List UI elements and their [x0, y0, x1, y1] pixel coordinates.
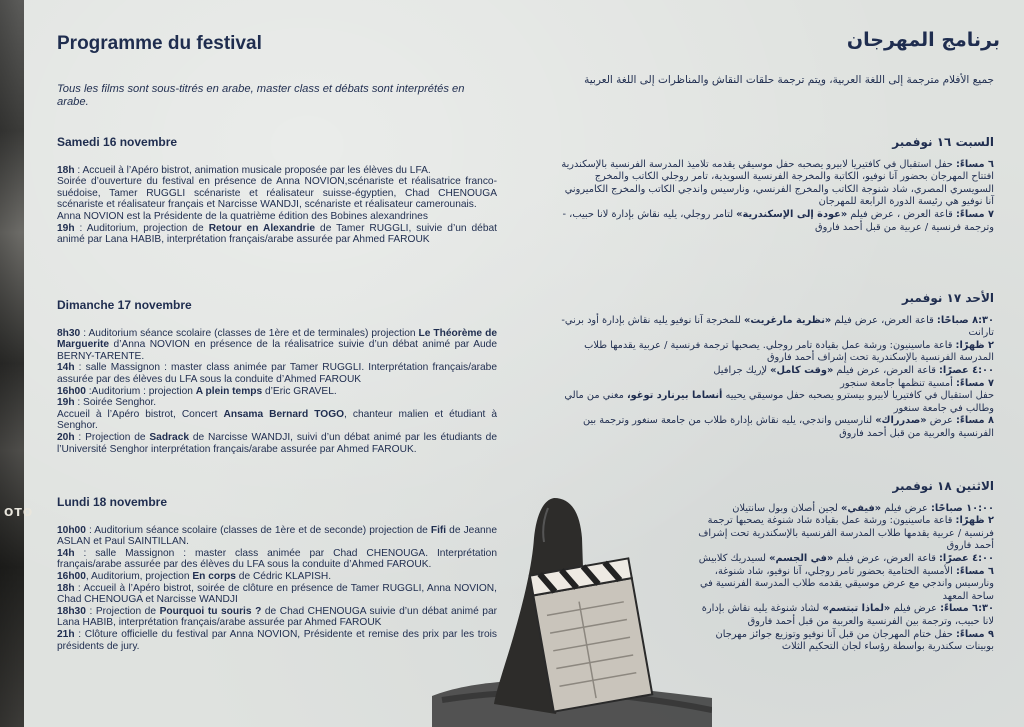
event-text: آنا نوفيو هي رئيسة الدورة الرابعة للمهرجان [818, 196, 994, 208]
event-text: de Jeanne ASLAN et Paul SAINTILLAN. [57, 524, 497, 548]
time: 14h [57, 362, 75, 374]
event-text: حفل استقبال في كافتيريا لابيرو بيسترو يصحبه حفل موسيقي يحييه [722, 390, 994, 402]
event-text: لنارسيس واندجي، يليه نقاش بإدارة طلاب من جامعة سنغور وترجمة بين الفرنسية والعربية من قبل أحمد فاروق [582, 415, 994, 439]
event-text: : Auditorium, projection de [74, 222, 209, 234]
day-program [549, 315, 994, 441]
day-heading: Samedi 16 novembre [57, 135, 178, 149]
event-text: قاعة ماسينيون: ورشة عمل بقيادة تامر روجلي. يصحبها ترجمة فرنسية / عربية يقدمها طلاب المدرسة الفرنسية بالإسكندرية تحت إشراف أحمد فاروق [584, 339, 994, 364]
time: 20h [57, 431, 75, 443]
event-text: de Chad CHENOUGA suivie d’un débat animé par Lana HABIB, interprétation français/arabe assurée par Ahmed FAROUK [57, 605, 498, 629]
photo-strip [0, 0, 34, 727]
time: 18h [57, 164, 75, 176]
time: 8h30 [57, 327, 81, 339]
film-title: A plein temps [195, 385, 263, 397]
event-text: , chanteur malien et étudiant à Senghor. [57, 408, 497, 432]
event-text: :Auditorium : projection [85, 385, 196, 397]
event-text: : Clôture officielle du festival par Anna NOVION, Présidente et remise des prix par les trois présidents de jury. [57, 628, 497, 652]
event-text: الأمسية الختامية بحضور تامر روجلي، آنا نوفيو، شاد شنوغة، ونارسيس واندجي مع عرض موسيقي يقدمه طلاب المدرسة الفرنسية في ساحة المعهد [699, 565, 994, 602]
clapper-body [533, 578, 652, 712]
event-text: : Auditorium séance scolaire (classes de 1ère et de seconde) projection de [85, 524, 431, 536]
time: ٢ ظهرًا: [955, 515, 994, 527]
event-text: : Projection de [85, 605, 160, 617]
time: ٨ مساءً: [955, 415, 994, 427]
time: 14h [57, 547, 75, 559]
time: 19h [57, 397, 75, 409]
day-heading: الاثنين ١٨ نوفمبر [892, 479, 994, 493]
time: ٤:٠٠ عصرًا: [939, 364, 994, 376]
event-text: Anna NOVION est la Présidente de la quatrième édition des Bobines alexandrines [57, 210, 428, 222]
day-sunday-ar [549, 292, 994, 441]
event-text: لجين أصلان وبول سانتيلان [732, 502, 842, 514]
time: 16h00 [57, 570, 86, 582]
day-heading: Dimanche 17 novembre [57, 298, 192, 312]
event-text: عرض فيلم [881, 502, 931, 514]
day-program [694, 503, 994, 654]
time: ٧ مساءً: [955, 208, 994, 220]
film-title: Le Théorème de Marguerite [57, 327, 497, 351]
time: 18h [57, 582, 75, 594]
french-intro: Tous les films sont sous-titrés en arabe, master class et débats sont interprétés en arabe. [57, 83, 465, 108]
day-sunday-fr [57, 300, 497, 455]
event-text: لتامر روجلي، يليه نقاش بإدارة لانا حبيب، - وترجمة فرنسية / عربية من قبل أحمد فاروق [562, 208, 994, 233]
film-title: «وقت كامل» [770, 364, 834, 376]
event-text: حفل ختام المهرجان من قبل آنا نوفيو وتوزيع جوائز مهرجان بوبينات سكندرية بواسطة رؤساء لجان التحكيم الثلاث [715, 628, 994, 653]
day-heading: السبت ١٦ نوفمبر [892, 135, 994, 149]
film-title: «عودة إلى الإسكندرية» [736, 208, 848, 220]
event-text: : Soirée Senghor. [74, 397, 157, 409]
event-text: d’Eric GRAVEL. [262, 385, 337, 397]
arabic-intro: جميع الأفلام مترجمة إلى اللغة العربية، ويتم ترجمة حلقات النقاش والمناظرات إلى اللغة العربية [584, 74, 994, 86]
time: 16h00 [57, 385, 86, 397]
day-saturday-ar [549, 136, 994, 234]
time: ٤:٠٠ عصرًا: [939, 552, 994, 564]
day-saturday-fr [57, 137, 497, 246]
event-text: de Tamer RUGGLI, suivie d’un débat animé par Lana HABIB, interprétation français/arabe assurée par Ahmed FAROUK [57, 222, 498, 246]
event-text: لسيدريك كلابيش [698, 552, 770, 564]
day-monday-fr [57, 497, 497, 652]
event-text: : Accueil à l’Apéro bistrot, soirée de clôture en présence de Tamer RUGGLI, Anna NOVION, Chad CHENOUGA et Narcisse WANDJI [57, 582, 497, 606]
time: ٩ مساءً: [955, 628, 994, 640]
day-program [549, 159, 994, 235]
event-text: : Accueil à l’Apéro bistrot, animation musicale proposée par les élèves du LFA. [74, 164, 431, 176]
event-text: قاعة ماسينيون: ورشة عمل بقيادة شاد شنوغة يصحبها ترجمة فرنسية / عربية يقدمها طلاب المدرسة الفرنسية بالإسكندرية تحت إشراف أحمد فاروق [698, 515, 994, 552]
day-heading: Lundi 18 novembre [57, 495, 168, 509]
event-text: قاعة العرض ، عرض فيلم [847, 208, 956, 220]
event-text: قاعة العرض، عرض فيلم [833, 364, 939, 376]
event-text: Accueil à l’Apéro bistrot, Concert [57, 408, 224, 420]
event-text: أمسية تنظمها جامعة سنجور [840, 377, 956, 389]
event-text: للمخرجة آنا نوفيو يليه نقاش بإدارة أود برني-تارانت [561, 314, 994, 339]
event-text: , Auditorium, projection [85, 570, 193, 582]
time: ٢ ظهرًا: [955, 339, 994, 351]
event-text: : salle Massignon : master class animée par Tamer RUGGLI. Interprétation français/arabe assurée par des élèves du LFA sous la conduite d’Ahmed FAROUK [57, 362, 497, 385]
time: ٦ مساءً: [955, 565, 994, 577]
film-title: «فيفي» [841, 502, 882, 514]
time: 10h00 [57, 524, 86, 536]
event-text: قاعة العرض، عرض فيلم [833, 552, 939, 564]
event-text: : Auditorium séance scolaire (classes de 1ère et de terminales) projection [80, 327, 419, 339]
film-title: «في الجسم» [769, 552, 834, 564]
time: 21h [57, 628, 75, 640]
time: ١٠:٠٠ صباحًا: [930, 502, 994, 514]
photo-sign-text: OTO [4, 506, 34, 519]
film-title: Retour en Alexandrie [208, 222, 316, 234]
day-heading: الأحد ١٧ نوفمبر [902, 291, 994, 305]
event-text: Soirée d’ouverture du festival en présence de Anna NOVION,scénariste et réalisatrice franco-suédoise, Tamer RUGGLI scénariste et réalisateur suisse-égyptien, Chad CHENOUGA scénariste et réalisateur français et Narcisse WANDJI, scénariste et réalisateur camerounais. [57, 176, 497, 211]
event-text: لإريك جرافيل [713, 364, 771, 376]
film-title: Fifi [430, 524, 447, 536]
film-title: En corps [192, 570, 236, 582]
event-text: d’Anna NOVION en présence de la réalisatrice suivie d’un débat animé par Aude BERNY-TARENTE. [57, 339, 497, 362]
event-text: : salle Massignon : master class animée par Chad CHENOUGA. Interprétation français/arabe assurée par des élèves du LFA sous la conduite d’Ahmed FAROUK. [57, 547, 497, 571]
event-text: : Projection de [74, 431, 150, 443]
day-program [57, 165, 497, 246]
film-title: Sadrack [149, 431, 190, 443]
event-text: مغني من مالي وطالب في جامعة سنغور [564, 390, 994, 414]
event-text: لشاد شنوغة يليه نقاش بإدارة لانا حبيب، وترجمة بين الفرنسية والعربية من قبل أحمد فاروق [701, 603, 994, 627]
time: ٨:٣٠ صباحًا: [936, 314, 994, 326]
time: 19h [57, 222, 75, 234]
film-title: «صدرراك» [875, 415, 927, 427]
time: ٦:٣٠ مساءً: [940, 603, 994, 615]
time: ٦ مساءً: [955, 158, 994, 170]
event-text: de Narcisse WANDJI, suivi d’un débat animé par les étudiants de l’Université Senghor interprétation français/arabe assurée par Ahmed FAROUK. [57, 431, 497, 455]
artist-name: أنساما بيرنارد توغو، [626, 390, 723, 402]
day-program [57, 328, 497, 456]
day-program [57, 525, 497, 653]
event-text: قاعة العرض، عرض فيلم [831, 314, 937, 326]
event-text: افتتاح المهرجان بحضور آنا نوفيو، الكاتبة والمخرجة الفرنسية السويدية، تامر روجلي الكاتب والمخرج السويسري المصري، شاد شنوجة الكاتب والمخرج الفرنسي، ونارسيس واندجي الكاتب والمخرج الكاميروني [564, 171, 994, 195]
event-text: عرض [926, 415, 956, 427]
arabic-title: برنامج المهرجان [846, 29, 1000, 51]
clapperboard-figure-illustration [432, 478, 712, 727]
time: 18h30 [57, 605, 86, 617]
time: ٧ مساءً: [955, 377, 994, 389]
film-title: «نظرية مارغريت» [744, 314, 832, 326]
film-title: «لماذا تبتسم» [822, 603, 891, 615]
film-title: Pourquoi tu souris ? [159, 605, 262, 617]
french-title: Programme du festival [57, 33, 262, 54]
event-text: حفل استقبال في كافتيريا لابيرو يصحبه حفل موسيقي يقدمه تلاميذ المدرسة الفرنسية بالإسكندرية [561, 158, 956, 170]
event-text: عرض فيلم [890, 603, 941, 615]
event-text: de Cédric KLAPISH. [235, 570, 332, 582]
artist-name: Ansama Bernard TOGO [223, 408, 345, 420]
